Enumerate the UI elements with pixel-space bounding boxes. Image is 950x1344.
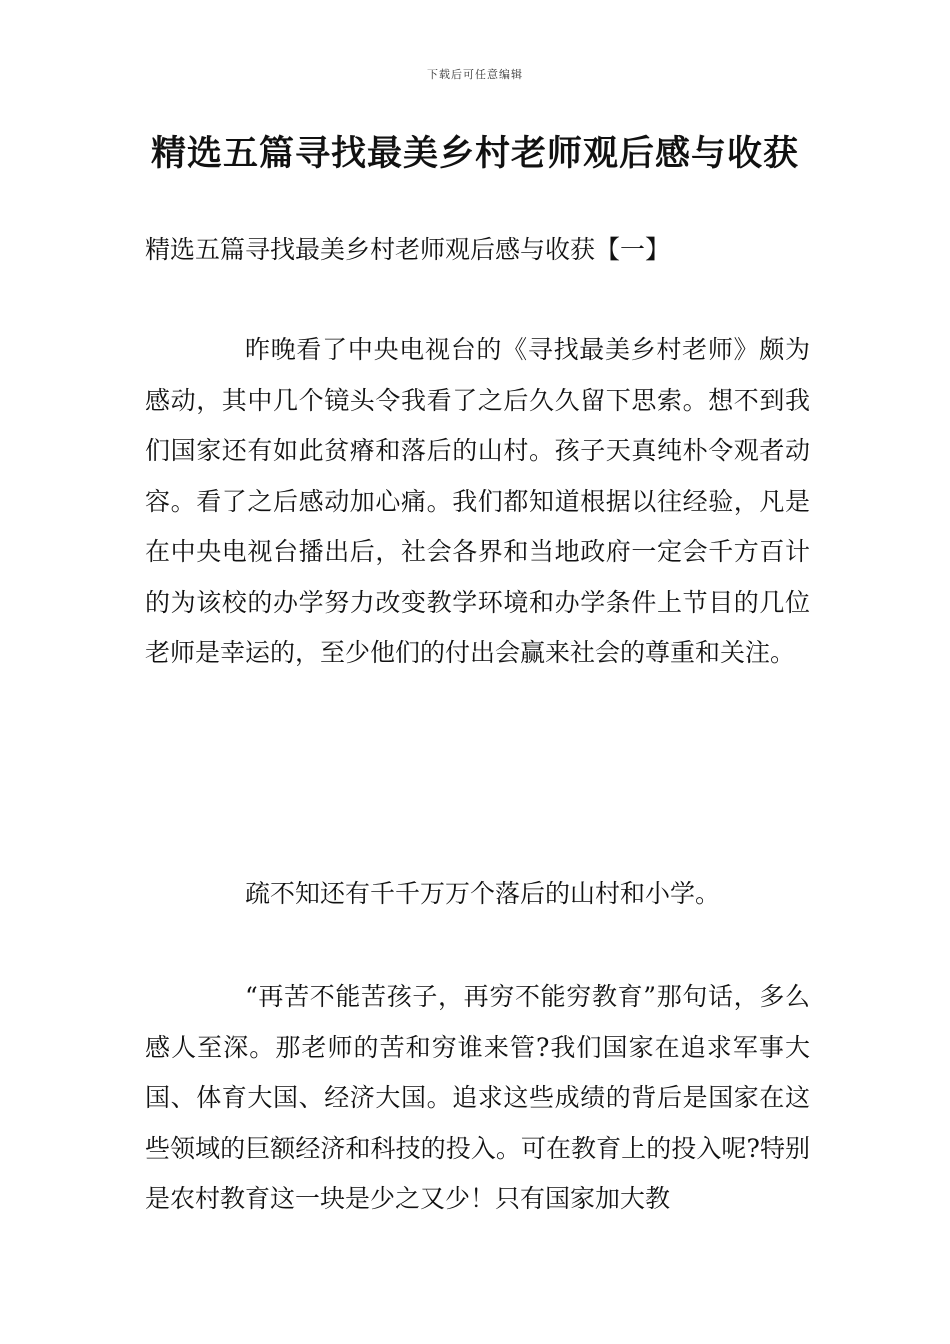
paragraph-1: 昨晚看了中央电视台的《寻找最美乡村老师》颇为感动，其中几个镜头令我看了之后久久留下思索。想不到我们国家还有如此贫瘠和落后的山村。孩子天真纯朴令观者动容。看了之后感动加心痛。我们都知道根据以往经验，凡是在中央电视台播出后，社会各界和当地政府一定会千方百计的为该校的办学努力改变教学环境和办学条件上节目的几位老师是幸运的，至少他们的付出会赢来社会的尊重和关注。 — [145, 335, 810, 667]
paragraph-2: 疏不知还有千千万万个落后的山村和小学。 — [245, 879, 721, 908]
header-note: 下载后可任意编辑 — [427, 68, 523, 81]
section-heading: 精选五篇寻找最美乡村老师观后感与收获【一】 — [145, 235, 671, 264]
document-title: 精选五篇寻找最美乡村老师观后感与收获 — [150, 133, 799, 174]
paragraph-3: “再苦不能苦孩子，再穷不能穷教育”那句话，多么感人至深。那老师的苦和穷谁来管?我们国家在追求军事大国、体育大国、经济大国。追求这些成绩的背后是国家在这些领域的巨额经济和科技的投入。可在教育上的投入呢?特别是农村教育这一块是少之又少！只有国家加大教 — [145, 982, 810, 1213]
